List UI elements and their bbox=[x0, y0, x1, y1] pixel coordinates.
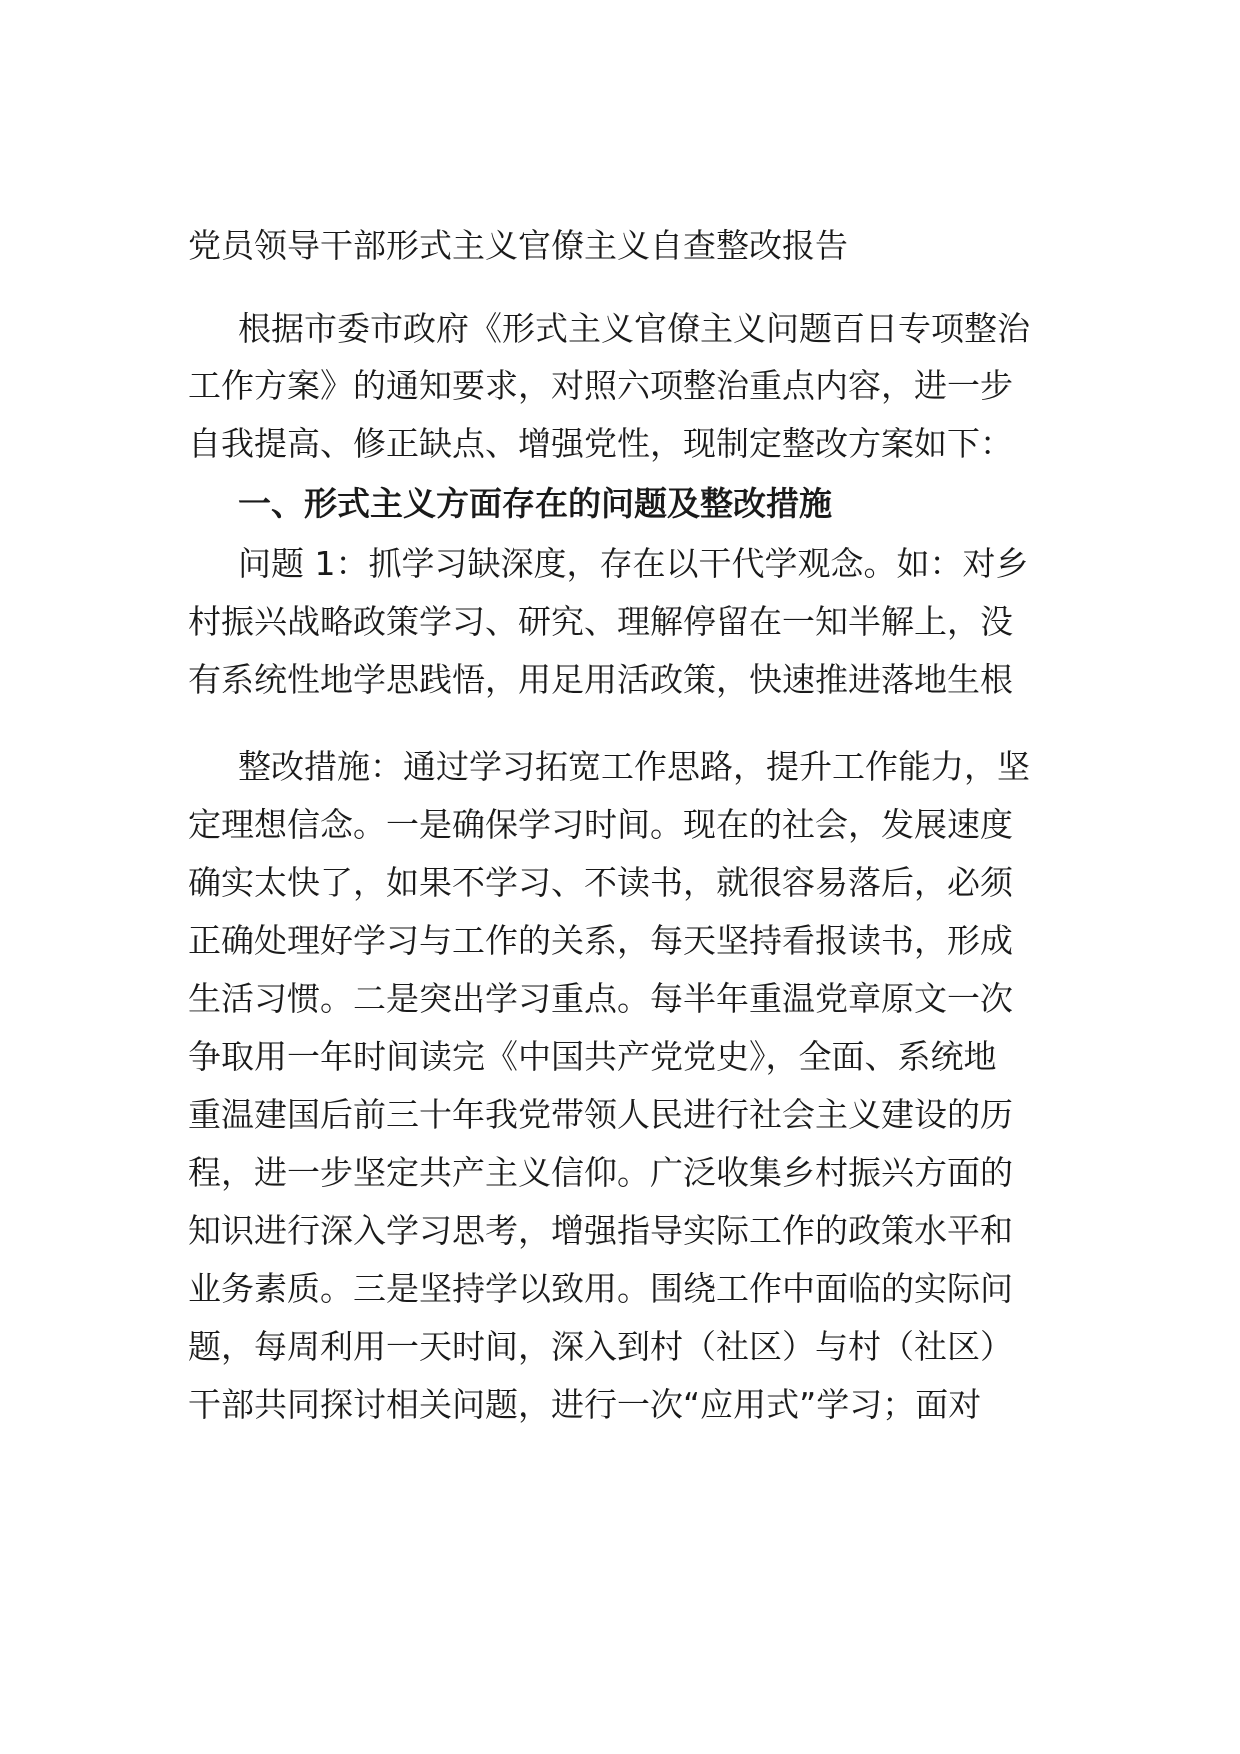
paragraph-line: 有系统性地学思践悟，用足用活政策，快速推进落地生根 bbox=[188, 660, 1013, 699]
paragraph-line: 知识进行深入学习思考，增强指导实际工作的政策水平和 bbox=[188, 1211, 1013, 1250]
document-title: 党员领导干部形式主义官僚主义自查整改报告 bbox=[188, 226, 848, 265]
paragraph-line: 定理想信念。一是确保学习时间。现在的社会，发展速度 bbox=[188, 805, 1013, 844]
paragraph-line: 问题 1：抓学习缺深度，存在以干代学观念。如：对乡 bbox=[238, 544, 1029, 583]
paragraph-line: 自我提高、修正缺点、增强党性，现制定整改方案如下： bbox=[188, 424, 1013, 463]
paragraph-line: 题，每周利用一天时间，深入到村（社区）与村（社区） bbox=[188, 1327, 1013, 1366]
paragraph-line: 干部共同探讨相关问题，进行一次“应用式”学习；面对 bbox=[188, 1385, 982, 1424]
paragraph-line: 确实太快了，如果不学习、不读书，就很容易落后，必须 bbox=[188, 863, 1013, 902]
paragraph-line: 生活习惯。二是突出学习重点。每半年重温党章原文一次 bbox=[188, 979, 1013, 1018]
paragraph-line: 整改措施：通过学习拓宽工作思路，提升工作能力，坚 bbox=[238, 747, 1030, 786]
paragraph-line: 程，进一步坚定共产主义信仰。广泛收集乡村振兴方面的 bbox=[188, 1153, 1013, 1192]
paragraph-line: 工作方案》的通知要求，对照六项整治重点内容，进一步 bbox=[188, 366, 1013, 405]
paragraph-line: 业务素质。三是坚持学以致用。围绕工作中面临的实际问 bbox=[188, 1269, 1013, 1308]
paragraph-line: 争取用一年时间读完《中国共产党党史》，全面、系统地 bbox=[188, 1037, 997, 1076]
paragraph-line: 根据市委市政府《形式主义官僚主义问题百日专项整治 bbox=[238, 309, 1030, 348]
paragraph-line: 村振兴战略政策学习、研究、理解停留在一知半解上，没 bbox=[188, 602, 1013, 641]
paragraph-line: 正确处理好学习与工作的关系，每天坚持看报读书，形成 bbox=[188, 921, 1013, 960]
section-heading: 一、形式主义方面存在的问题及整改措施 bbox=[238, 484, 832, 523]
paragraph-line: 重温建国后前三十年我党带领人民进行社会主义建设的历 bbox=[188, 1095, 1013, 1134]
